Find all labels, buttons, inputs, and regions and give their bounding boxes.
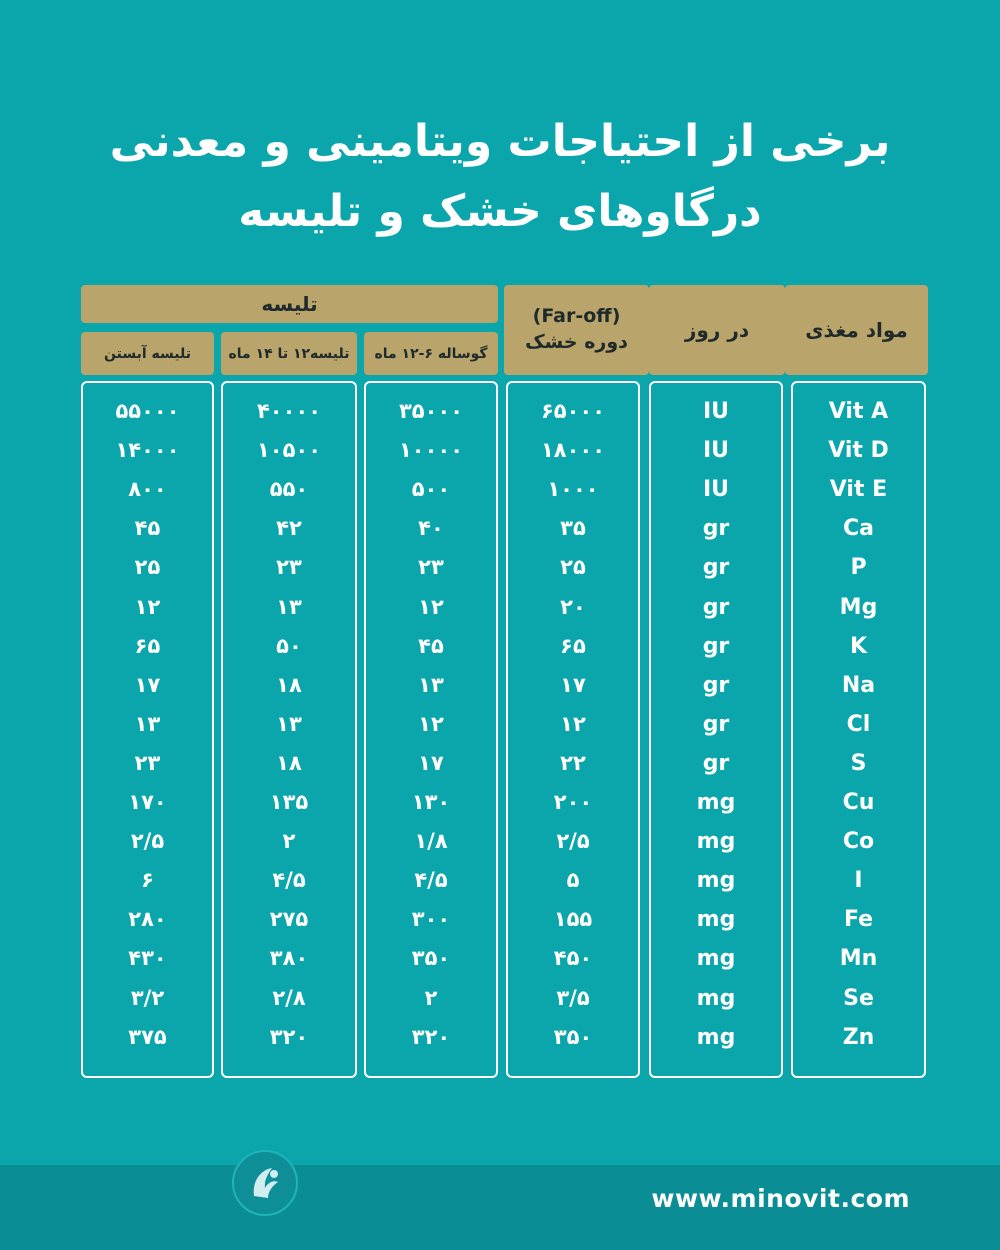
table-cell: P xyxy=(850,555,867,581)
table-cell: ۱۲ xyxy=(134,594,161,619)
table-cell: mg xyxy=(696,1024,736,1050)
table-cell: ۴۵ xyxy=(418,633,444,658)
table-cell: ۳۲۰ xyxy=(411,1024,451,1049)
table-cell: Ca xyxy=(843,516,874,542)
table-cell: ۳۵ xyxy=(560,516,586,541)
table-cell: ۲۵ xyxy=(134,555,161,580)
table-cell: ۵۰ xyxy=(276,633,302,658)
table-cell: ۵۵۰ xyxy=(269,477,309,502)
table-cell: gr xyxy=(702,750,730,776)
table-cell: ۱۸۰۰۰ xyxy=(540,438,606,463)
table-cell: mg xyxy=(696,829,736,855)
table-cell: ۴۰ xyxy=(418,516,444,541)
table-cell: ۱۷۰ xyxy=(128,790,167,814)
table-cell: ۴/۵ xyxy=(272,868,306,893)
page-title-line-1: برخی از احتیاجات ویتامینی و معدنی xyxy=(109,116,891,167)
table-cell: ۳۵۰ xyxy=(553,1024,593,1049)
table-cell: ۲/۸ xyxy=(272,985,306,1010)
table-cell: ۲۳ xyxy=(134,750,161,775)
table-cell: mg xyxy=(696,946,736,972)
minovit-logo-icon xyxy=(232,1150,298,1216)
table-cell: Na xyxy=(841,672,876,698)
table-cell: IU xyxy=(702,438,730,464)
table-cell: ۲۰۰ xyxy=(553,790,593,814)
table-cell: ۴/۵ xyxy=(414,868,448,893)
table-cell: ۳۷۵ xyxy=(128,1024,167,1049)
table-cell: I xyxy=(854,868,863,894)
column-heifer-12-14 xyxy=(221,381,357,1078)
table-cell: ۱۴۰۰۰ xyxy=(115,438,180,463)
table-cell: ۴۰۰۰۰ xyxy=(256,399,322,423)
table-cell: ۱۳۰ xyxy=(411,790,451,814)
table-cell: ۶۵ xyxy=(134,633,161,658)
table-cell: ۸۰۰ xyxy=(128,477,167,502)
table-cell: ۱۳۵ xyxy=(269,790,309,814)
table-cell: ۱۸ xyxy=(276,750,302,775)
table-cell: ۵ xyxy=(566,868,580,893)
table-cell: ۲۲ xyxy=(560,750,586,775)
table-cell: mg xyxy=(696,985,736,1011)
table-cell: mg xyxy=(696,868,736,894)
table-cell: Vit D xyxy=(828,438,889,464)
header-heifer-12-14: تلیسه۱۲ تا ۱۴ ماه xyxy=(221,332,357,375)
column-units xyxy=(649,381,783,1078)
table-cell: IU xyxy=(702,477,730,503)
table-cell: Fe xyxy=(843,907,874,933)
column-pregnant-heifer xyxy=(81,381,214,1078)
table-cell: Cu xyxy=(842,790,875,815)
table-cell: Zn xyxy=(842,1024,875,1050)
table-cell: gr xyxy=(702,711,730,737)
header-calf: گوساله ۶-۱۲ ماه xyxy=(364,332,498,375)
table-cell: ۱/۸ xyxy=(414,829,448,854)
table-cell: mg xyxy=(696,790,736,815)
table-cell: gr xyxy=(702,555,730,581)
table-cell: ۱۰۵۰۰ xyxy=(256,438,322,463)
table-cell: IU xyxy=(702,399,730,424)
table-cell: Vit E xyxy=(829,477,888,503)
table-cell: ۱۳ xyxy=(276,594,302,619)
table-cell: K xyxy=(849,633,868,659)
header-nutrients: مواد مغذی xyxy=(785,285,928,375)
column-nutrients xyxy=(791,381,926,1078)
table-cell: Cl xyxy=(846,711,871,737)
page-title-line-2: درگاوهای خشک و تلیسه xyxy=(238,186,762,237)
table-cell: ۱۳ xyxy=(134,711,161,736)
table-cell: ۱۷ xyxy=(418,750,444,775)
header-dry-period-box xyxy=(504,285,649,375)
table-cell: ۱۷ xyxy=(560,672,586,697)
table-cell: ۱۳ xyxy=(276,711,302,736)
table-cell: ۱۰۰۰۰ xyxy=(398,438,464,463)
table-cell: S xyxy=(850,750,867,776)
header-heifer-group: تلیسه xyxy=(81,285,498,323)
table-cell: Se xyxy=(843,985,874,1011)
table-cell: ۶ xyxy=(141,868,154,893)
table-cell: ۱۳ xyxy=(418,672,444,697)
table-cell: ۱۸ xyxy=(276,672,302,697)
table-cell: ۲۰ xyxy=(560,594,586,619)
table-cell: gr xyxy=(702,633,730,659)
table-cell: ۳۵۰۰۰ xyxy=(398,399,464,423)
table-cell: ۵۰۰ xyxy=(411,477,451,502)
table-cell: Co xyxy=(842,829,875,855)
table-cell: ۳/۲ xyxy=(130,985,165,1010)
table-cell: gr xyxy=(702,516,730,542)
table-cell: ۱۲ xyxy=(418,594,444,619)
table-cell: mg xyxy=(696,907,736,933)
column-dry-far-off xyxy=(506,381,640,1078)
table-cell: ۴۳۰ xyxy=(128,946,167,971)
table-cell: ۲۳ xyxy=(418,555,444,580)
table-cell: ۲۷۵ xyxy=(269,907,309,932)
header-per-day: در روز xyxy=(649,285,785,375)
header-pregnant-heifer: تلیسه آبستن xyxy=(81,332,214,375)
table-cell: Vit A xyxy=(828,399,889,424)
table-cell: ۲ xyxy=(424,985,438,1010)
table-cell: ۵۵۰۰۰ xyxy=(115,399,180,423)
table-cell: gr xyxy=(702,672,730,698)
table-cell: ۱۲ xyxy=(560,711,586,736)
header-dry-period-en: (Far-off) xyxy=(532,305,621,328)
table-cell: ۳۸۰ xyxy=(269,946,309,971)
table-cell: ۳۰۰ xyxy=(411,907,451,932)
table-cell: ۶۵۰۰۰ xyxy=(540,399,606,423)
table-cell: ۲/۵ xyxy=(130,829,165,854)
table-cell: ۴۲ xyxy=(276,516,302,541)
table-cell: Mn xyxy=(839,946,878,972)
table-cell: ۲۳ xyxy=(276,555,302,580)
website-url[interactable]: www.minovit.com xyxy=(651,1184,910,1213)
table-cell: ۲ xyxy=(282,829,296,854)
table-cell: ۲/۵ xyxy=(556,829,590,854)
table-cell: ۱۷ xyxy=(134,672,161,697)
table-cell: ۳۲۰ xyxy=(269,1024,309,1049)
header-dry-period-fa: دوره خشک xyxy=(525,331,628,353)
table-cell: gr xyxy=(702,594,730,620)
table-cell: ۶۵ xyxy=(560,633,586,658)
table-cell: ۲۵ xyxy=(560,555,586,580)
table-cell: ۲۸۰ xyxy=(128,907,167,932)
table-cell: ۱۲ xyxy=(418,711,444,736)
table-cell: ۴۵ xyxy=(134,516,161,541)
table-cell: ۳۵۰ xyxy=(411,946,451,971)
table-cell: ۱۵۵ xyxy=(553,907,593,932)
column-calf-6-12 xyxy=(364,381,498,1078)
table-cell: Mg xyxy=(839,594,878,620)
table-cell: ۱۰۰۰ xyxy=(547,477,599,502)
table-cell: ۳/۵ xyxy=(556,985,590,1010)
table-cell: ۴۵۰ xyxy=(553,946,593,971)
